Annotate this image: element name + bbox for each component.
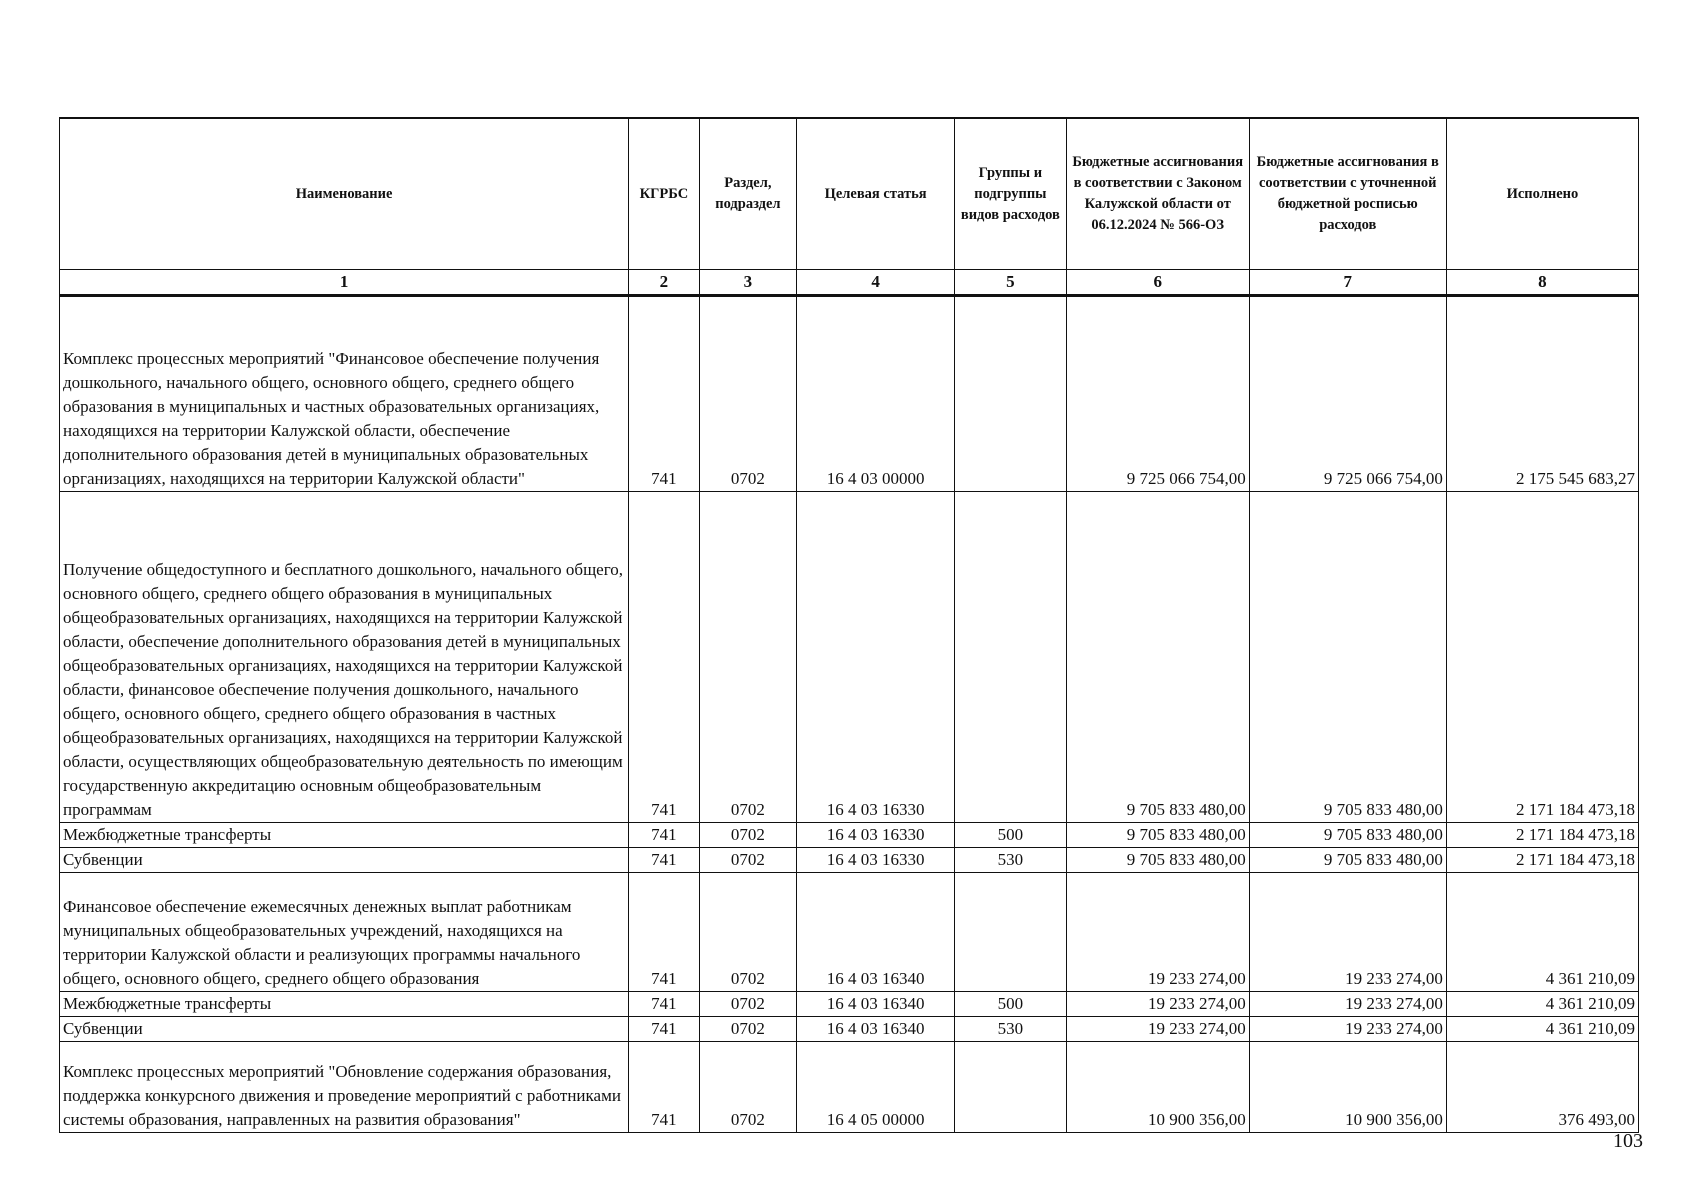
column-number: 7 (1249, 270, 1446, 296)
row-refined: 19 233 274,00 (1249, 992, 1446, 1017)
table-row (60, 823, 1639, 848)
row-kgrbs: 741 (629, 848, 699, 873)
row-group: 530 (955, 848, 1067, 873)
row-law: 9 705 833 480,00 (1066, 823, 1249, 848)
row-refined: 9 705 833 480,00 (1249, 823, 1446, 848)
column-number: 5 (955, 270, 1067, 296)
row-kgrbs: 741 (629, 492, 699, 823)
row-target: 16 4 03 16330 (797, 823, 955, 848)
row-group (955, 1042, 1067, 1133)
row-executed: 2 171 184 473,18 (1446, 823, 1638, 848)
row-name: Межбюджетные трансферты (60, 823, 629, 848)
row-section: 0702 (699, 296, 797, 492)
column-number: 2 (629, 270, 699, 296)
row-name: Субвенции (60, 1017, 629, 1042)
table-row (60, 873, 1639, 992)
table-row (60, 992, 1639, 1017)
row-kgrbs: 741 (629, 296, 699, 492)
row-name: Комплекс процессных мероприятий "Обновление содержания образования, поддержка конкурсного движения и проведение мероприятий с работниками системы образования, направленных на развития образования" (60, 1042, 629, 1133)
column-number: 3 (699, 270, 797, 296)
table-header (60, 118, 1639, 296)
row-group (955, 873, 1067, 992)
row-refined: 9 705 833 480,00 (1249, 848, 1446, 873)
row-name: Комплекс процессных мероприятий "Финансовое обеспечение получения дошкольного, начального общего, основного общего, среднего общего образования в муниципальных и частных образовательных организациях, находящихся на территории Калужской области, обеспечение дополнительного образования детей в муниципальных образовательных организациях, находящихся на территории Калужской области" (60, 296, 629, 492)
row-kgrbs: 741 (629, 1017, 699, 1042)
row-executed: 4 361 210,09 (1446, 873, 1638, 992)
row-law: 19 233 274,00 (1066, 1017, 1249, 1042)
row-kgrbs: 741 (629, 823, 699, 848)
row-executed: 4 361 210,09 (1446, 1017, 1638, 1042)
column-number: 8 (1446, 270, 1638, 296)
page-number: 103 (1613, 1130, 1643, 1152)
header-target-article: Целевая статья (797, 118, 955, 270)
row-law: 9 725 066 754,00 (1066, 296, 1249, 492)
row-target: 16 4 03 16340 (797, 992, 955, 1017)
row-refined: 10 900 356,00 (1249, 1042, 1446, 1133)
table-row (60, 1042, 1639, 1133)
table-body (60, 296, 1639, 1133)
table-row (60, 848, 1639, 873)
row-section: 0702 (699, 492, 797, 823)
row-target: 16 4 03 00000 (797, 296, 955, 492)
row-refined: 19 233 274,00 (1249, 1017, 1446, 1042)
column-number: 4 (797, 270, 955, 296)
row-group (955, 296, 1067, 492)
row-group: 500 (955, 823, 1067, 848)
row-law: 19 233 274,00 (1066, 873, 1249, 992)
column-number: 1 (60, 270, 629, 296)
column-number: 6 (1066, 270, 1249, 296)
row-group: 500 (955, 992, 1067, 1017)
row-law: 9 705 833 480,00 (1066, 492, 1249, 823)
header-expense-groups: Группы и подгруппы видов расходов (955, 118, 1067, 270)
row-kgrbs: 741 (629, 873, 699, 992)
row-section: 0702 (699, 823, 797, 848)
row-section: 0702 (699, 1042, 797, 1133)
row-section: 0702 (699, 1017, 797, 1042)
header-name: Наименование (60, 118, 629, 270)
table-row (60, 492, 1639, 823)
header-executed: Исполнено (1446, 118, 1638, 270)
row-kgrbs: 741 (629, 1042, 699, 1133)
row-law: 19 233 274,00 (1066, 992, 1249, 1017)
row-name: Субвенции (60, 848, 629, 873)
table-row (60, 296, 1639, 492)
row-target: 16 4 03 16330 (797, 848, 955, 873)
row-executed: 2 171 184 473,18 (1446, 848, 1638, 873)
header-kgrbs: КГРБС (629, 118, 699, 270)
header-refined-allocations: Бюджетные ассигнования в соответствии с уточненной бюджетной росписью расходов (1249, 118, 1446, 270)
row-name: Получение общедоступного и бесплатного дошкольного, начального общего, основного общего, среднего общего образования в муниципальных общеобразовательных организациях, находящихся на территории Калужской области, обеспечение дополнительного образования детей в муниципальных общеобразовательных организациях, находящихся на территории Калужской области, финансовое обеспечение получения дошкольного, начального общего, основного общего, среднего общего образования в частных общеобразовательных организациях, находящихся на территории Калужской области, осуществляющих общеобразовательную деятельность по имеющим государственную аккредитацию основным общеобразовательным программам (60, 492, 629, 823)
row-refined: 19 233 274,00 (1249, 873, 1446, 992)
row-target: 16 4 03 16330 (797, 492, 955, 823)
row-section: 0702 (699, 848, 797, 873)
row-kgrbs: 741 (629, 992, 699, 1017)
row-name: Финансовое обеспечение ежемесячных денежных выплат работникам муниципальных общеобразовательных учреждений, находящихся на территории Калужской области и реализующих программы начального общего, основного общего, среднего общего образования (60, 873, 629, 992)
row-law: 9 705 833 480,00 (1066, 848, 1249, 873)
row-section: 0702 (699, 992, 797, 1017)
row-executed: 376 493,00 (1446, 1042, 1638, 1133)
row-section: 0702 (699, 873, 797, 992)
row-target: 16 4 03 16340 (797, 1017, 955, 1042)
row-refined: 9 725 066 754,00 (1249, 296, 1446, 492)
table-row (60, 1017, 1639, 1042)
row-refined: 9 705 833 480,00 (1249, 492, 1446, 823)
row-group (955, 492, 1067, 823)
row-executed: 2 171 184 473,18 (1446, 492, 1638, 823)
row-target: 16 4 03 16340 (797, 873, 955, 992)
budget-table (59, 117, 1639, 1133)
row-law: 10 900 356,00 (1066, 1042, 1249, 1133)
row-executed: 2 175 545 683,27 (1446, 296, 1638, 492)
row-target: 16 4 05 00000 (797, 1042, 955, 1133)
header-section: Раздел, подраздел (699, 118, 797, 270)
row-executed: 4 361 210,09 (1446, 992, 1638, 1017)
row-group: 530 (955, 1017, 1067, 1042)
header-law-allocations: Бюджетные ассигнования в соответствии с Законом Калужской области от 06.12.2024 № 566-ОЗ (1066, 118, 1249, 270)
row-name: Межбюджетные трансферты (60, 992, 629, 1017)
